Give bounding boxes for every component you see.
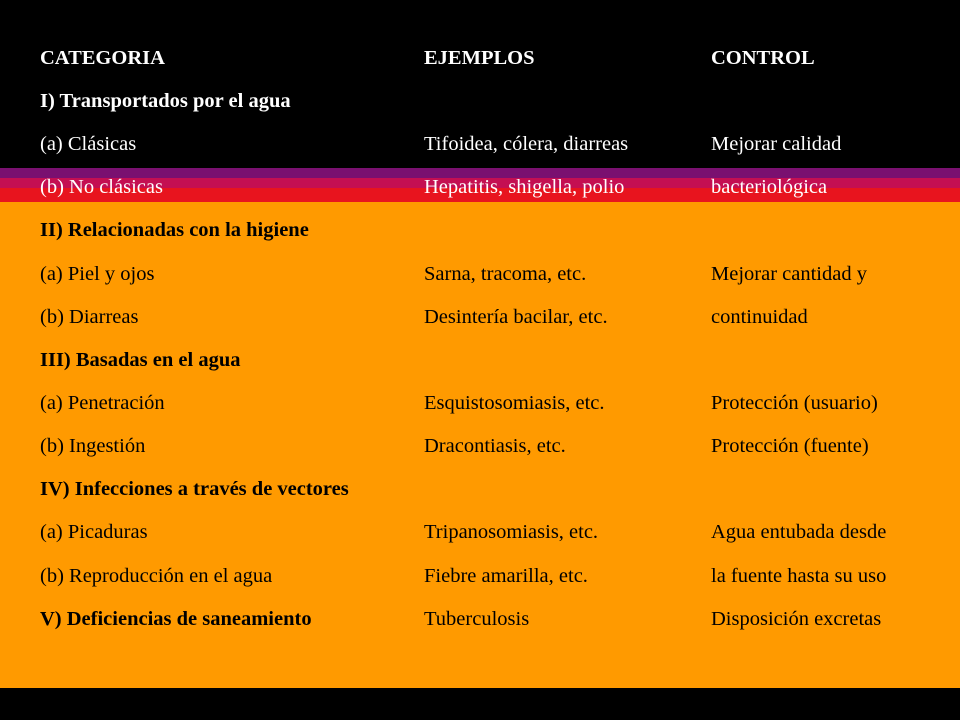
row-examples: Tripanosomiasis, etc.: [424, 521, 599, 543]
row-control: Mejorar cantidad y: [711, 263, 867, 285]
row-control: bacteriológica: [711, 176, 828, 198]
table-row-section: [0, 474, 960, 504]
row-category: (b) Ingestión: [40, 435, 146, 457]
row-examples: Tifoidea, cólera, diarreas: [424, 133, 629, 155]
row-control: Protección (usuario): [711, 392, 878, 414]
table-row: [0, 561, 960, 591]
row-category: (b) No clásicas: [40, 176, 163, 198]
table-row-section: [0, 215, 960, 245]
row-category: II) Relacionadas con la higiene: [40, 219, 309, 241]
table-row: [0, 259, 960, 289]
row-control: Mejorar calidad: [711, 133, 842, 155]
table-row: [0, 129, 960, 159]
row-examples: Fiebre amarilla, etc.: [424, 565, 588, 587]
table-row: [0, 517, 960, 547]
header-categoria: CATEGORIA: [40, 47, 165, 69]
row-category: (a) Picaduras: [40, 521, 148, 543]
row-category: (a) Clásicas: [40, 133, 137, 155]
header-control: CONTROL: [711, 47, 815, 69]
row-category: (a) Piel y ojos: [40, 263, 155, 285]
table-row: [0, 302, 960, 332]
row-category: III) Basadas en el agua: [40, 349, 241, 371]
row-examples: Dracontiasis, etc.: [424, 435, 566, 457]
header-ejemplos: EJEMPLOS: [424, 47, 535, 69]
row-examples: Hepatitis, shigella, polio: [424, 176, 625, 198]
table-row: [0, 604, 960, 634]
row-control: continuidad: [711, 306, 808, 328]
row-category: (a) Penetración: [40, 392, 165, 414]
table-header: [0, 43, 960, 73]
row-control: Protección (fuente): [711, 435, 869, 457]
row-control: Disposición excretas: [711, 608, 882, 630]
table-row: [0, 388, 960, 418]
row-control: la fuente hasta su uso: [711, 565, 887, 587]
row-category: I) Transportados por el agua: [40, 90, 291, 112]
row-category: (b) Reproducción en el agua: [40, 565, 273, 587]
row-category: IV) Infecciones a través de vectores: [40, 478, 349, 500]
table-row: [0, 431, 960, 461]
row-examples: Tuberculosis: [424, 608, 530, 630]
row-category: (b) Diarreas: [40, 306, 139, 328]
table-row-section: [0, 345, 960, 375]
row-examples: Sarna, tracoma, etc.: [424, 263, 587, 285]
row-examples: Esquistosomiasis, etc.: [424, 392, 605, 414]
row-examples: Desintería bacilar, etc.: [424, 306, 608, 328]
table-row: [0, 172, 960, 202]
row-control: Agua entubada desde: [711, 521, 887, 543]
row-category: V) Deficiencias de saneamiento: [40, 608, 312, 630]
table-row-section: [0, 86, 960, 116]
